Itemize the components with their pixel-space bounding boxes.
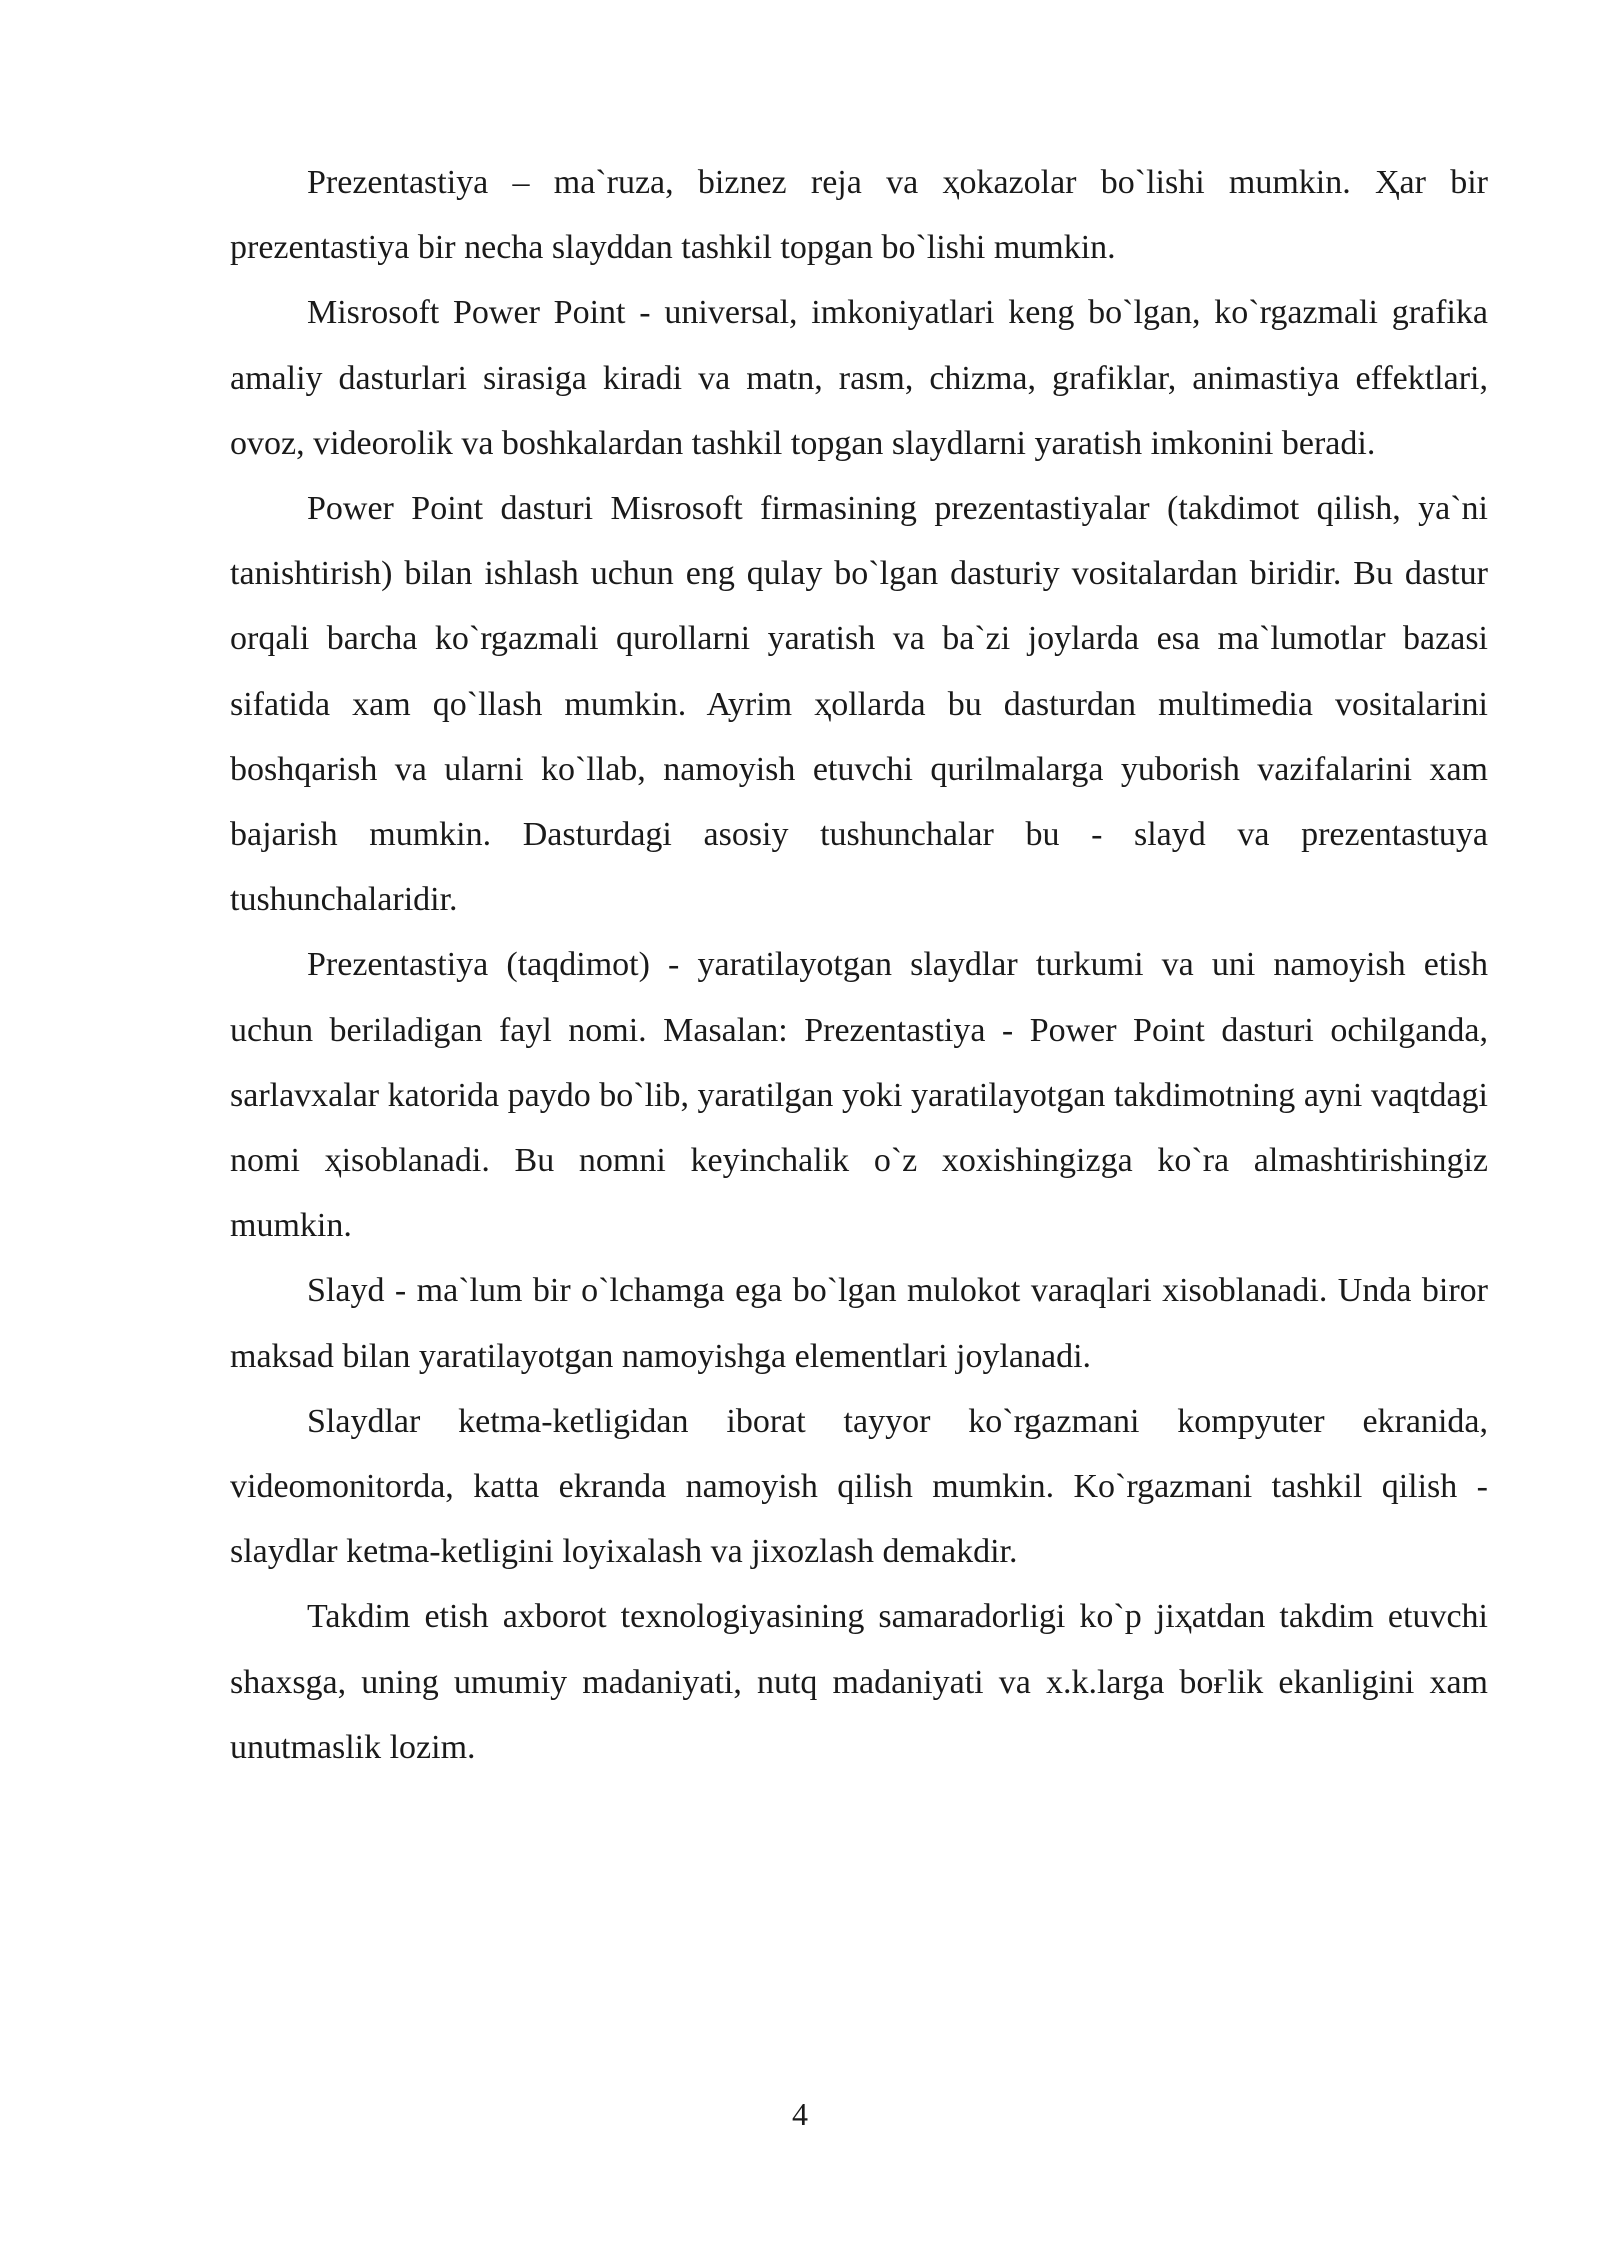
page-number: 4: [792, 2096, 808, 2132]
paragraph-slide-sequence: Slaydlar ketma-ketligidan iborat tayyor ko`rgazmani kompyuter ekranida, videomonitorda, katta ekranda namoyish qilish mumkin. Ko`rgazmani tashkil qilish - slaydlar ketma-ketligini loyixalash va jixozlash demakdir.: [230, 1402, 1488, 1571]
paragraph-presentation-intro: Prezentastiya – ma`ruza, biznez reja va ҳokazolar bo`lishi mumkin. Ҳar bir prezentastiya bir necha slayddan tashkil topgan bo`lishi mumkin.: [230, 164, 1488, 267]
paragraph-presentation-definition: Prezentastiya (taqdimot) - yaratilayotgan slaydlar turkumi va uni namoyish etish uchun beriladigan fayl nomi. Masalan: Prezentastiya - Power Point dasturi ochilganda, sarlavxalar katorida paydo bo`lib, yaratilgan yoki yaratilayotgan takdimotning ayni vaqtdagi nomi ҳisoblanadi. Bu nomni keyinchalik o`z xoxishingizga ko`ra almashtirishingiz mumkin.: [230, 946, 1488, 1245]
paragraph-presenter-effectiveness: Takdim etish axborot texnologiyasining samaradorligi ko`p jiҳatdan takdim etuvchi shaxsga, uning umumiy madaniyati, nutq madaniyati va x.k.larga boғlik ekanligini xam unutmaslik lozim.: [230, 1598, 1488, 1766]
paragraph-slide-definition: Slayd - ma`lum bir o`lchamga ega bo`lgan mulokot varaqlari xisoblanadi. Unda biror maksad bilan yaratilayotgan namoyishga elementlari joylanadi.: [230, 1272, 1488, 1375]
paragraph-power-point-program: Power Point dasturi Misrosoft firmasining prezentastiyalar (takdimot qilish, ya`ni tanishtirish) bilan ishlash uchun eng qulay bo`lgan dasturiy vositalardan biridir. Bu dastur orqali barcha ko`rgazmali qurollarni yaratish va ba`zi joylarda esa ma`lumotlar bazasi sifatida xam qo`llash mumkin. Ayrim ҳollarda bu dasturdan multimedia vositalarini boshqarish va ularni ko`llab, namoyish etuvchi qurilmalarga yuborish vazifalarini xam bajarish mumkin. Dasturdagi asosiy tushunchalar bu - slayd va prezentastuya tushunchalaridir.: [230, 490, 1488, 919]
paragraph-power-point-overview: Misrosoft Power Point - universal, imkoniyatlari keng bo`lgan, ko`rgazmali grafika amaliy dasturlari sirasiga kiradi va matn, rasm, chizma, grafiklar, animastiya effektlari, ovoz, videorolik va boshkalardan tashkil topgan slaydlarni yaratish imkonini beradi.: [230, 294, 1488, 462]
body-text: [230, 150, 1488, 1780]
